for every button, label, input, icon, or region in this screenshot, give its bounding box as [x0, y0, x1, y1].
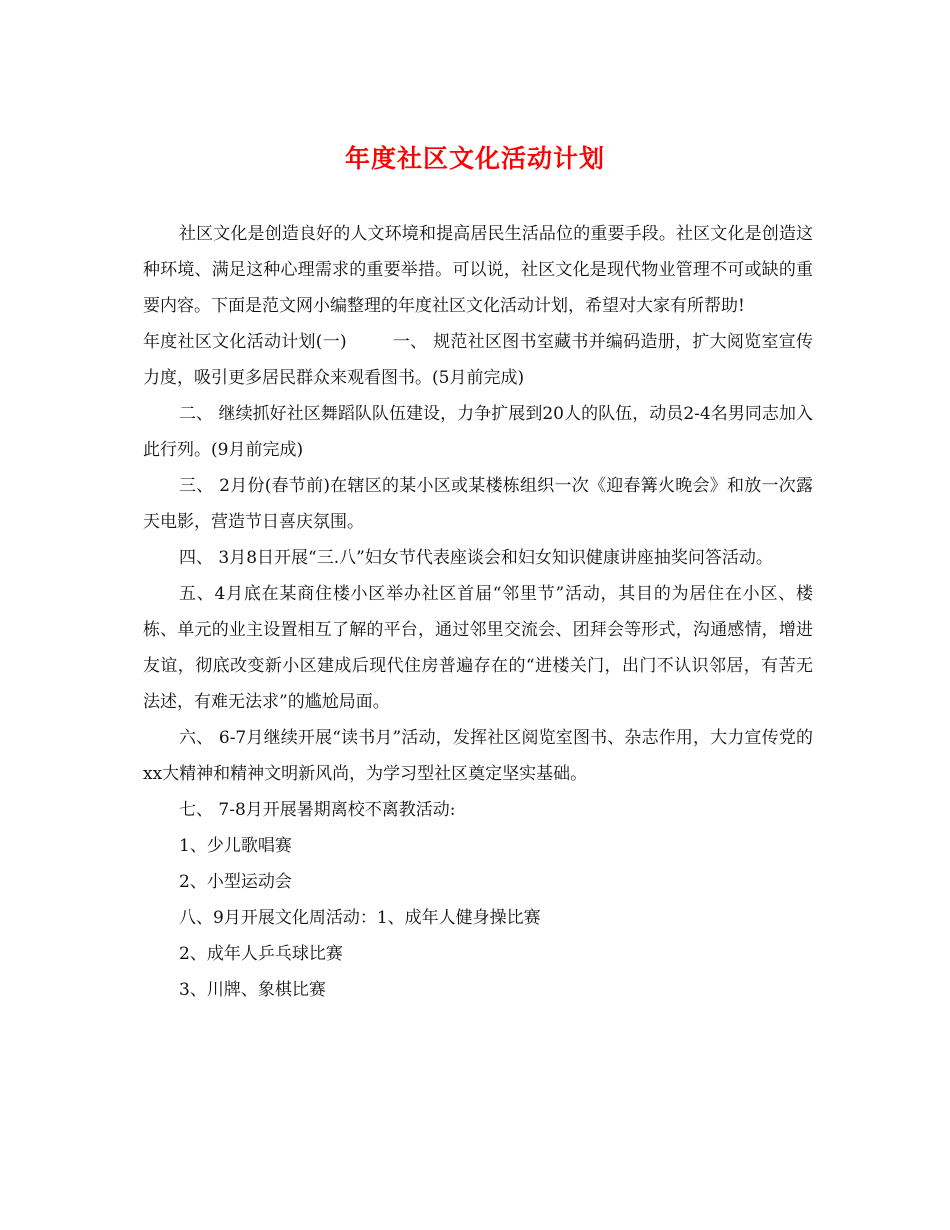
sub-item-singing: 1、少儿歌唱赛: [179, 836, 292, 856]
plan-item-2: 二、 继续抓好社区舞蹈队队伍建设，力争扩展到20人的队伍，动员2-4名男同志加入此行列。(9月前完成): [143, 404, 813, 460]
document-title: 年度社区文化活动计划: [344, 144, 605, 173]
sub-item-sports: 2、小型运动会: [179, 872, 292, 892]
plan-item-6: 六、 6-7月继续开展“读书月”活动，发挥社区阅览室图书、杂志作用，大力宣传党的xx大精神和精神文明新风尚，为学习型社区奠定坚实基础。: [143, 728, 813, 784]
plan-item-7: 七、 7-8月开展暑期离校不离教活动:: [179, 800, 456, 820]
sub-item-table-tennis: 2、成年人乒乓球比赛: [179, 944, 343, 964]
plan-item-5: 五、4月底在某商住楼小区举办社区首届“邻里节”活动，其目的为居住在小区、楼栋、单元的业主设置相互了解的平台，通过邻里交流会、团拜会等形式，沟通感情，增进友谊，彻底改变新小区建成后现代住房普遍存在的“进楼关门，出门不认识邻居，有苦无法述，有难无法求”的尴尬局面。: [143, 584, 813, 712]
document-body: [143, 216, 813, 1008]
intro-paragraph: 社区文化是创造良好的人文环境和提高居民生活品位的重要手段。社区文化是创造这种环境、满足这种心理需求的重要举措。可以说，社区文化是现代物业管理不可或缺的重要内容。下面是范文网小编整理的年度社区文化活动计划，希望对大家有所帮助!: [143, 224, 813, 316]
sub-item-chess: 3、川牌、象棋比赛: [179, 980, 326, 1000]
plan-first-paragraph: [143, 324, 813, 396]
plan-item-4: 四、 3月8日开展“三.八”妇女节代表座谈会和妇女知识健康讲座抽奖问答活动。: [179, 548, 773, 568]
plan-heading: 年度社区文化活动计划(一): [143, 332, 347, 352]
plan-item-8: 八、9月开展文化周活动：1、成年人健身操比赛: [179, 908, 541, 928]
plan-item-3: 三、 2月份(春节前)在辖区的某小区或某楼栋组织一次《迎春篝火晚会》和放一次露天电影，营造节日喜庆氛围。: [143, 476, 813, 532]
plan-item-1: 一、 规范社区图书室藏书并编码造册，扩大阅览室宣传力度，吸引更多居民群众来观看图书。(5月前完成): [143, 332, 814, 388]
